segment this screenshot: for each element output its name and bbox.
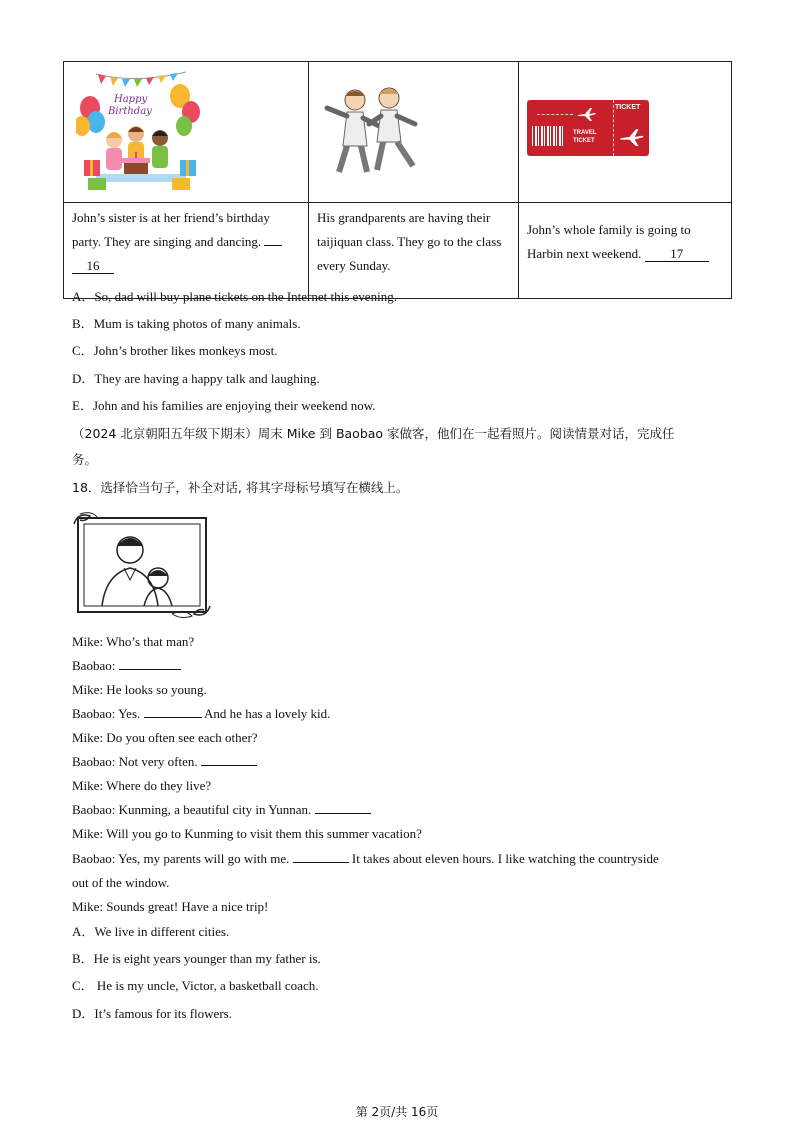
dialog-line: Mike: Sounds great! Have a nice trip! xyxy=(72,899,269,914)
dialog-option-a: A．We live in different cities. xyxy=(72,924,230,939)
question-18: 18．选择恰当句子，补全对话, 将其字母标号填写在横线上。 xyxy=(72,480,409,495)
barcode-icon xyxy=(532,126,564,146)
dialog-line: Baobao: Yes, my parents will go with me. It takes about eleven hours. I like watching the countryside xyxy=(72,851,659,866)
answer-blank-16[interactable]: 16 xyxy=(72,259,114,274)
table-text-row xyxy=(64,203,732,299)
dialog-blank-5[interactable] xyxy=(293,862,349,863)
table-cell-ticket-image xyxy=(519,62,732,203)
birthday-party-illustration xyxy=(76,68,206,193)
dialog-blank-2[interactable] xyxy=(144,717,202,718)
table-cell-birthday-image xyxy=(64,62,309,203)
ticket-travel-label: TRAVEL xyxy=(573,130,597,136)
table-cell-taijiquan-image xyxy=(309,62,519,203)
dialog-line: Baobao: Yes. And he has a lovely kid. xyxy=(72,706,331,721)
airplane-icon xyxy=(577,106,597,122)
section-intro-cont: 务。 xyxy=(72,452,98,467)
dialog-line: Mike: Will you go to Kunming to visit them this summer vacation? xyxy=(72,826,422,841)
page-number: 第 2页/共 16页 xyxy=(355,1105,439,1119)
happy-birthday-text: Happy xyxy=(114,94,148,105)
ticket-ticket-label: TICKET xyxy=(573,138,595,144)
table-cell-ticket-text xyxy=(519,203,732,299)
dialog-line: Baobao: xyxy=(72,658,181,674)
happy-birthday-text-2: Birthday xyxy=(108,106,152,117)
table-cell-taijiquan-text xyxy=(309,203,519,299)
cell-text: John’s whole family is going to Harbin next weekend. xyxy=(527,222,691,261)
cell-text: John’s sister is at her friend’s birthday party. They are singing and dancing. xyxy=(72,210,270,249)
dialog-blank-3[interactable] xyxy=(201,765,257,766)
taijiquan-illustration xyxy=(317,86,427,181)
dialog-option-c: C． He is my uncle, Victor, a basketball coach. xyxy=(72,978,319,993)
option-a: A．So, dad will buy plane tickets on the Internet this evening. xyxy=(72,289,397,304)
dialog-line: Baobao: Kunming, a beautiful city in Yunnan. xyxy=(72,802,371,818)
table-image-row xyxy=(64,62,732,203)
family-photo-illustration xyxy=(72,510,212,620)
dialog-line: Mike: Do you often see each other? xyxy=(72,730,258,745)
answer-blank-17[interactable]: 17 xyxy=(645,247,709,262)
dialog-blank-1[interactable] xyxy=(119,669,181,670)
matching-table xyxy=(63,61,732,299)
option-d: D．They are having a happy talk and laughing. xyxy=(72,371,320,386)
dialog-blank-4[interactable] xyxy=(315,813,371,814)
airplane-icon-large xyxy=(619,126,645,148)
dialog-line: Mike: Who’s that man? xyxy=(72,634,195,649)
travel-ticket-image xyxy=(527,100,649,156)
ticket-top-label: TICKET xyxy=(615,104,641,111)
option-e: E．John and his families are enjoying their weekend now. xyxy=(72,398,376,413)
dialog-line: Mike: Where do they live? xyxy=(72,778,212,793)
dialog-line: Mike: He looks so young. xyxy=(72,682,207,697)
option-c: C．John’s brother likes monkeys most. xyxy=(72,343,278,358)
dialog-option-b: B．He is eight years younger than my father is. xyxy=(72,951,321,966)
cell-text: His grandparents are having their taijiquan class. They go to the class every Sunday. xyxy=(317,210,502,273)
table-cell-birthday-text xyxy=(64,203,309,299)
dialog-line: out of the window. xyxy=(72,875,170,890)
section-intro: （2024 北京朝阳五年级下期末）周末 Mike 到 Baobao 家做客，他们在一起看照片。阅读情景对话，完成任 xyxy=(72,426,675,441)
dialog-line: Baobao: Not very often. xyxy=(72,754,257,770)
option-b: B．Mum is taking photos of many animals. xyxy=(72,316,301,331)
dialog-option-d: D．It’s famous for its flowers. xyxy=(72,1006,232,1021)
